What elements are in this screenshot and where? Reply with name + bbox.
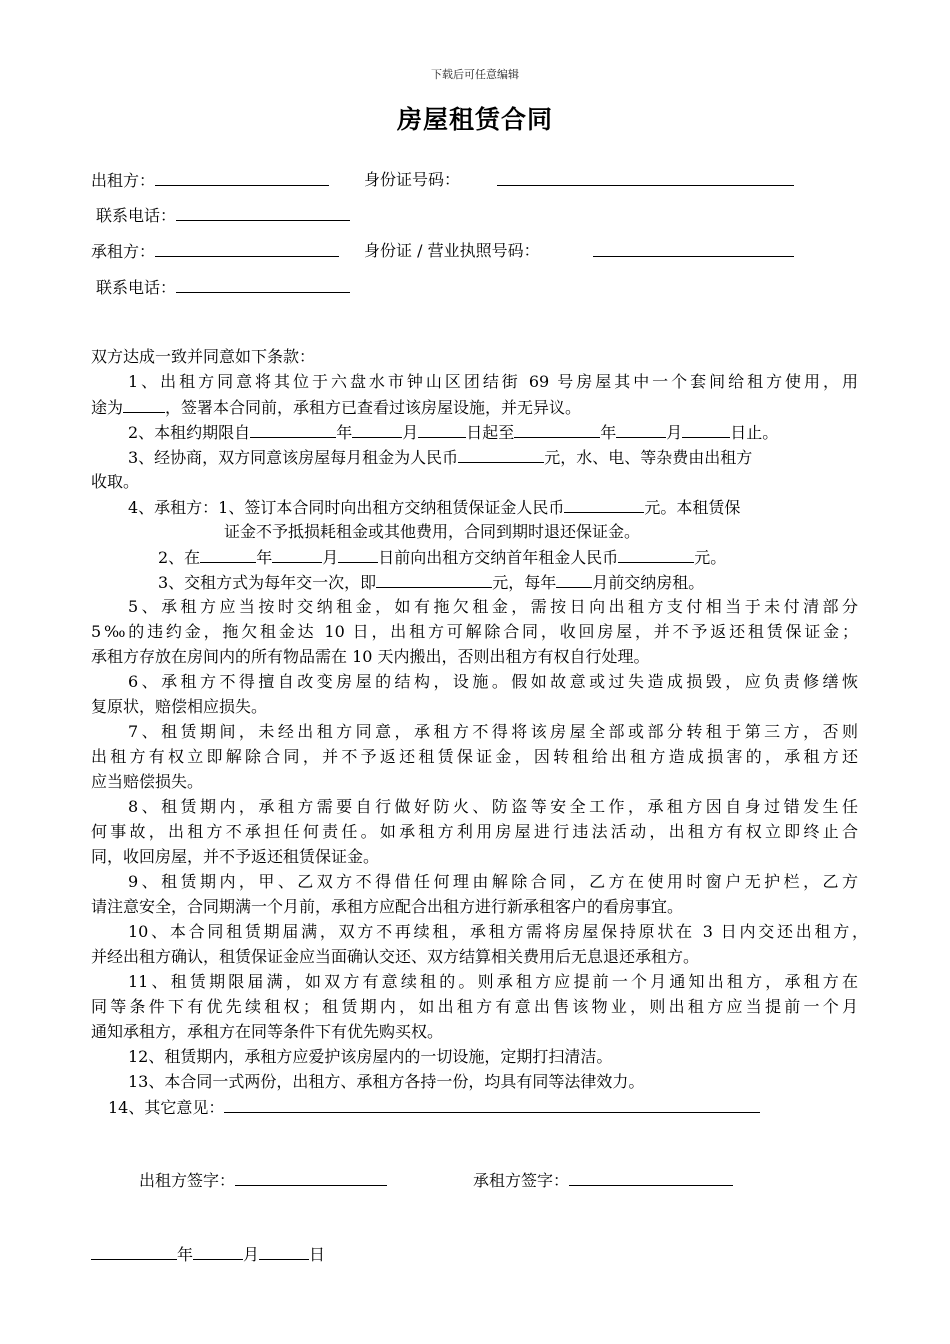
tenant-label: 承租方： bbox=[91, 242, 156, 261]
clause-4-2 bbox=[158, 547, 726, 568]
signing-day-label: 日 bbox=[309, 1245, 326, 1264]
landlord-signature-label: 出租方签字： bbox=[139, 1171, 236, 1190]
document-title: 房屋租赁合同 bbox=[396, 105, 553, 134]
clause-8-line-1: 8、租赁期内，承租方需要自行做好防火、防盗等安全工作，承租方因自身过错发生任 bbox=[128, 797, 858, 816]
clause-4-2-text-b: 日前向出租方交纳首年租金人民币 bbox=[378, 548, 619, 567]
clause-11-line-3: 通知承租方，承租方在同等条件下有优先购买权。 bbox=[91, 1022, 444, 1041]
clause-4-2-month: 月 bbox=[322, 548, 339, 567]
signing-year-label: 年 bbox=[177, 1245, 194, 1264]
payment-month-field[interactable] bbox=[556, 572, 592, 588]
clause-12: 12、租赁期内，承租方应爱护该房屋内的一切设施，定期打扫清洁。 bbox=[128, 1047, 613, 1066]
clause-4-text-b: 元。本租赁保 bbox=[644, 498, 741, 517]
clause-1-text-a: 途为 bbox=[91, 398, 124, 417]
clause-4-line-1 bbox=[128, 497, 740, 518]
clause-5-line-2: 5‰的违约金，拖欠租金达 10 日，出租方可解除合同，收回房屋，并不予返还租赁保证金； bbox=[91, 622, 858, 641]
clause-14-label: 14、其它意见： bbox=[108, 1098, 225, 1117]
start-day-field[interactable] bbox=[418, 422, 466, 438]
clause-2-year-2: 年 bbox=[600, 423, 617, 442]
landlord-id-label: 身份证号码： bbox=[364, 170, 461, 189]
clause-6-line-1: 6、承租方不得擅自改变房屋的结构，设施。假如故意或过失造成损毁，应负责修缮恢 bbox=[128, 672, 858, 691]
tenant-signature-label: 承租方签字： bbox=[473, 1171, 570, 1190]
clause-4-2-year: 年 bbox=[256, 548, 273, 567]
clause-10-line-2: 并经出租方确认，租赁保证金应当面确认交还、双方结算相关费用后无息退还承租方。 bbox=[91, 947, 700, 966]
clause-2-day-2: 日止。 bbox=[730, 423, 779, 442]
end-day-field[interactable] bbox=[682, 422, 730, 438]
clause-1-line-2 bbox=[91, 397, 581, 418]
clauses-intro: 双方达成一致并同意如下条款： bbox=[91, 347, 316, 366]
clause-7-line-2: 出租方有权立即解除合同，并不予返还租赁保证金，因转租给出租方造成损害的，承租方还 bbox=[91, 747, 858, 766]
clause-4-3-text-b: 元，每年 bbox=[492, 573, 557, 592]
landlord-phone-row bbox=[96, 205, 350, 226]
tenant-phone-label: 联系电话： bbox=[96, 278, 177, 297]
clause-10-line-1: 10、本合同租赁期届满，双方不再续租，承租方需将房屋保持原状在 3 日内交还出租方， bbox=[128, 922, 868, 941]
clause-4-line-2: 证金不予抵损耗租金或其他费用，合同到期时退还保证金。 bbox=[224, 522, 641, 541]
end-year-field[interactable] bbox=[514, 422, 600, 438]
clause-3-line-2: 收取。 bbox=[91, 472, 140, 491]
deposit-field[interactable] bbox=[564, 497, 644, 513]
clause-4-text-a: 4、承租方：1、签订本合同时向出租方交纳租赁保证金人民币 bbox=[128, 498, 565, 517]
clause-2-year-1: 年 bbox=[336, 423, 353, 442]
clause-2 bbox=[128, 422, 778, 443]
clause-9-line-2: 请注意安全，合同期满一个月前，承租方应配合出租方进行新承租客户的看房事宜。 bbox=[91, 897, 684, 916]
clause-4-3 bbox=[158, 572, 704, 593]
clause-7-line-1: 7、租赁期间，未经出租方同意，承租方不得将该房屋全部或部分转租于第三方，否则 bbox=[128, 722, 858, 741]
monthly-rent-field[interactable] bbox=[458, 447, 544, 463]
clause-5-line-1: 5、承租方应当按时交纳租金，如有拖欠租金，需按日向出租方支付相当于未付清部分 bbox=[128, 597, 858, 616]
header-note: 下载后可任意编辑 bbox=[431, 68, 519, 81]
clause-4-3-text-c: 月前交纳房租。 bbox=[592, 573, 705, 592]
signing-date-row bbox=[91, 1244, 325, 1265]
clause-2-month-2: 月 bbox=[666, 423, 683, 442]
clause-8-line-3: 同，收回房屋，并不予返还租赁保证金。 bbox=[91, 847, 380, 866]
clause-2-day-1: 日起至 bbox=[466, 423, 515, 442]
tenant-id-row bbox=[593, 241, 794, 262]
clause-5-line-3: 承租方存放在房间内的所有物品需在 10 天内搬出，否则出租方有权自行处理。 bbox=[91, 647, 650, 666]
tenant-id-label: 身份证 / 营业执照号码： bbox=[364, 241, 540, 260]
clause-4-3-text-a: 3、交租方式为每年交一次，即 bbox=[158, 573, 377, 592]
clause-2-text-a: 2、本租约期限自 bbox=[128, 423, 251, 442]
tenant-phone-row bbox=[96, 277, 350, 298]
signing-day-field[interactable] bbox=[259, 1244, 309, 1260]
landlord-id-field[interactable] bbox=[497, 170, 794, 186]
landlord-name-field[interactable] bbox=[155, 170, 329, 186]
clause-1-line-1: 1、出租方同意将其位于六盘水市钟山区团结街 69 号房屋其中一个套间给租方使用，用 bbox=[128, 372, 858, 391]
clause-9-line-1: 9、租赁期内，甲、乙双方不得借任何理由解除合同，乙方在使用时窗户无护栏，乙方 bbox=[128, 872, 858, 891]
tenant-id-field[interactable] bbox=[593, 241, 794, 257]
clause-4-2-text-c: 元。 bbox=[694, 548, 727, 567]
landlord-phone-field[interactable] bbox=[176, 205, 350, 221]
signing-month-label: 月 bbox=[243, 1245, 260, 1264]
other-opinions-field[interactable] bbox=[224, 1097, 760, 1113]
landlord-id-row bbox=[497, 170, 794, 191]
landlord-signature-field[interactable] bbox=[235, 1170, 387, 1186]
landlord-phone-label: 联系电话： bbox=[96, 206, 177, 225]
signing-month-field[interactable] bbox=[193, 1244, 243, 1260]
first-rent-year-field[interactable] bbox=[200, 547, 256, 563]
tenant-phone-field[interactable] bbox=[176, 277, 350, 293]
clause-2-month-1: 月 bbox=[402, 423, 419, 442]
first-rent-month-field[interactable] bbox=[272, 547, 322, 563]
clause-8-line-2: 何事故，出租方不承担任何责任。如承租方利用房屋进行违法活动，出租方有权立即终止合 bbox=[91, 822, 858, 841]
clause-11-line-1: 11、租赁期限届满，如双方有意续租的。则承租方应提前一个月通知出租方，承租方在 bbox=[128, 972, 858, 991]
tenant-signature-field[interactable] bbox=[569, 1170, 733, 1186]
first-rent-day-field[interactable] bbox=[338, 547, 378, 563]
start-year-field[interactable] bbox=[250, 422, 336, 438]
first-year-rent-field[interactable] bbox=[618, 547, 694, 563]
start-month-field[interactable] bbox=[352, 422, 402, 438]
clause-6-line-2: 复原状，赔偿相应损失。 bbox=[91, 697, 268, 716]
clause-11-line-2: 同等条件下有优先续租权；租赁期内，如出租方有意出售该物业，则出租方应当提前一个月 bbox=[91, 997, 858, 1016]
landlord-signature-row bbox=[139, 1170, 387, 1191]
purpose-field[interactable] bbox=[123, 397, 165, 413]
clause-14 bbox=[108, 1097, 760, 1118]
annual-payment-field[interactable] bbox=[376, 572, 492, 588]
tenant-row bbox=[91, 241, 339, 262]
end-month-field[interactable] bbox=[616, 422, 666, 438]
clause-3-text-a: 3、经协商，双方同意该房屋每月租金为人民币 bbox=[128, 448, 459, 467]
landlord-row bbox=[91, 170, 329, 191]
clause-4-2-text-a: 2、在 bbox=[158, 548, 201, 567]
clause-1-text-b: ，签署本合同前，承租方已查看过该房屋设施，并无异议。 bbox=[165, 398, 582, 417]
signing-year-field[interactable] bbox=[91, 1244, 177, 1260]
tenant-name-field[interactable] bbox=[155, 241, 339, 257]
clause-3-text-b: 元，水、电、等杂费由出租方 bbox=[544, 448, 753, 467]
landlord-label: 出租方： bbox=[91, 171, 156, 190]
tenant-signature-row bbox=[473, 1170, 733, 1191]
clause-13: 13、本合同一式两份，出租方、承租方各持一份，均具有同等法律效力。 bbox=[128, 1072, 645, 1091]
clause-7-line-3: 应当赔偿损失。 bbox=[91, 772, 204, 791]
clause-3-line-1 bbox=[128, 447, 752, 468]
